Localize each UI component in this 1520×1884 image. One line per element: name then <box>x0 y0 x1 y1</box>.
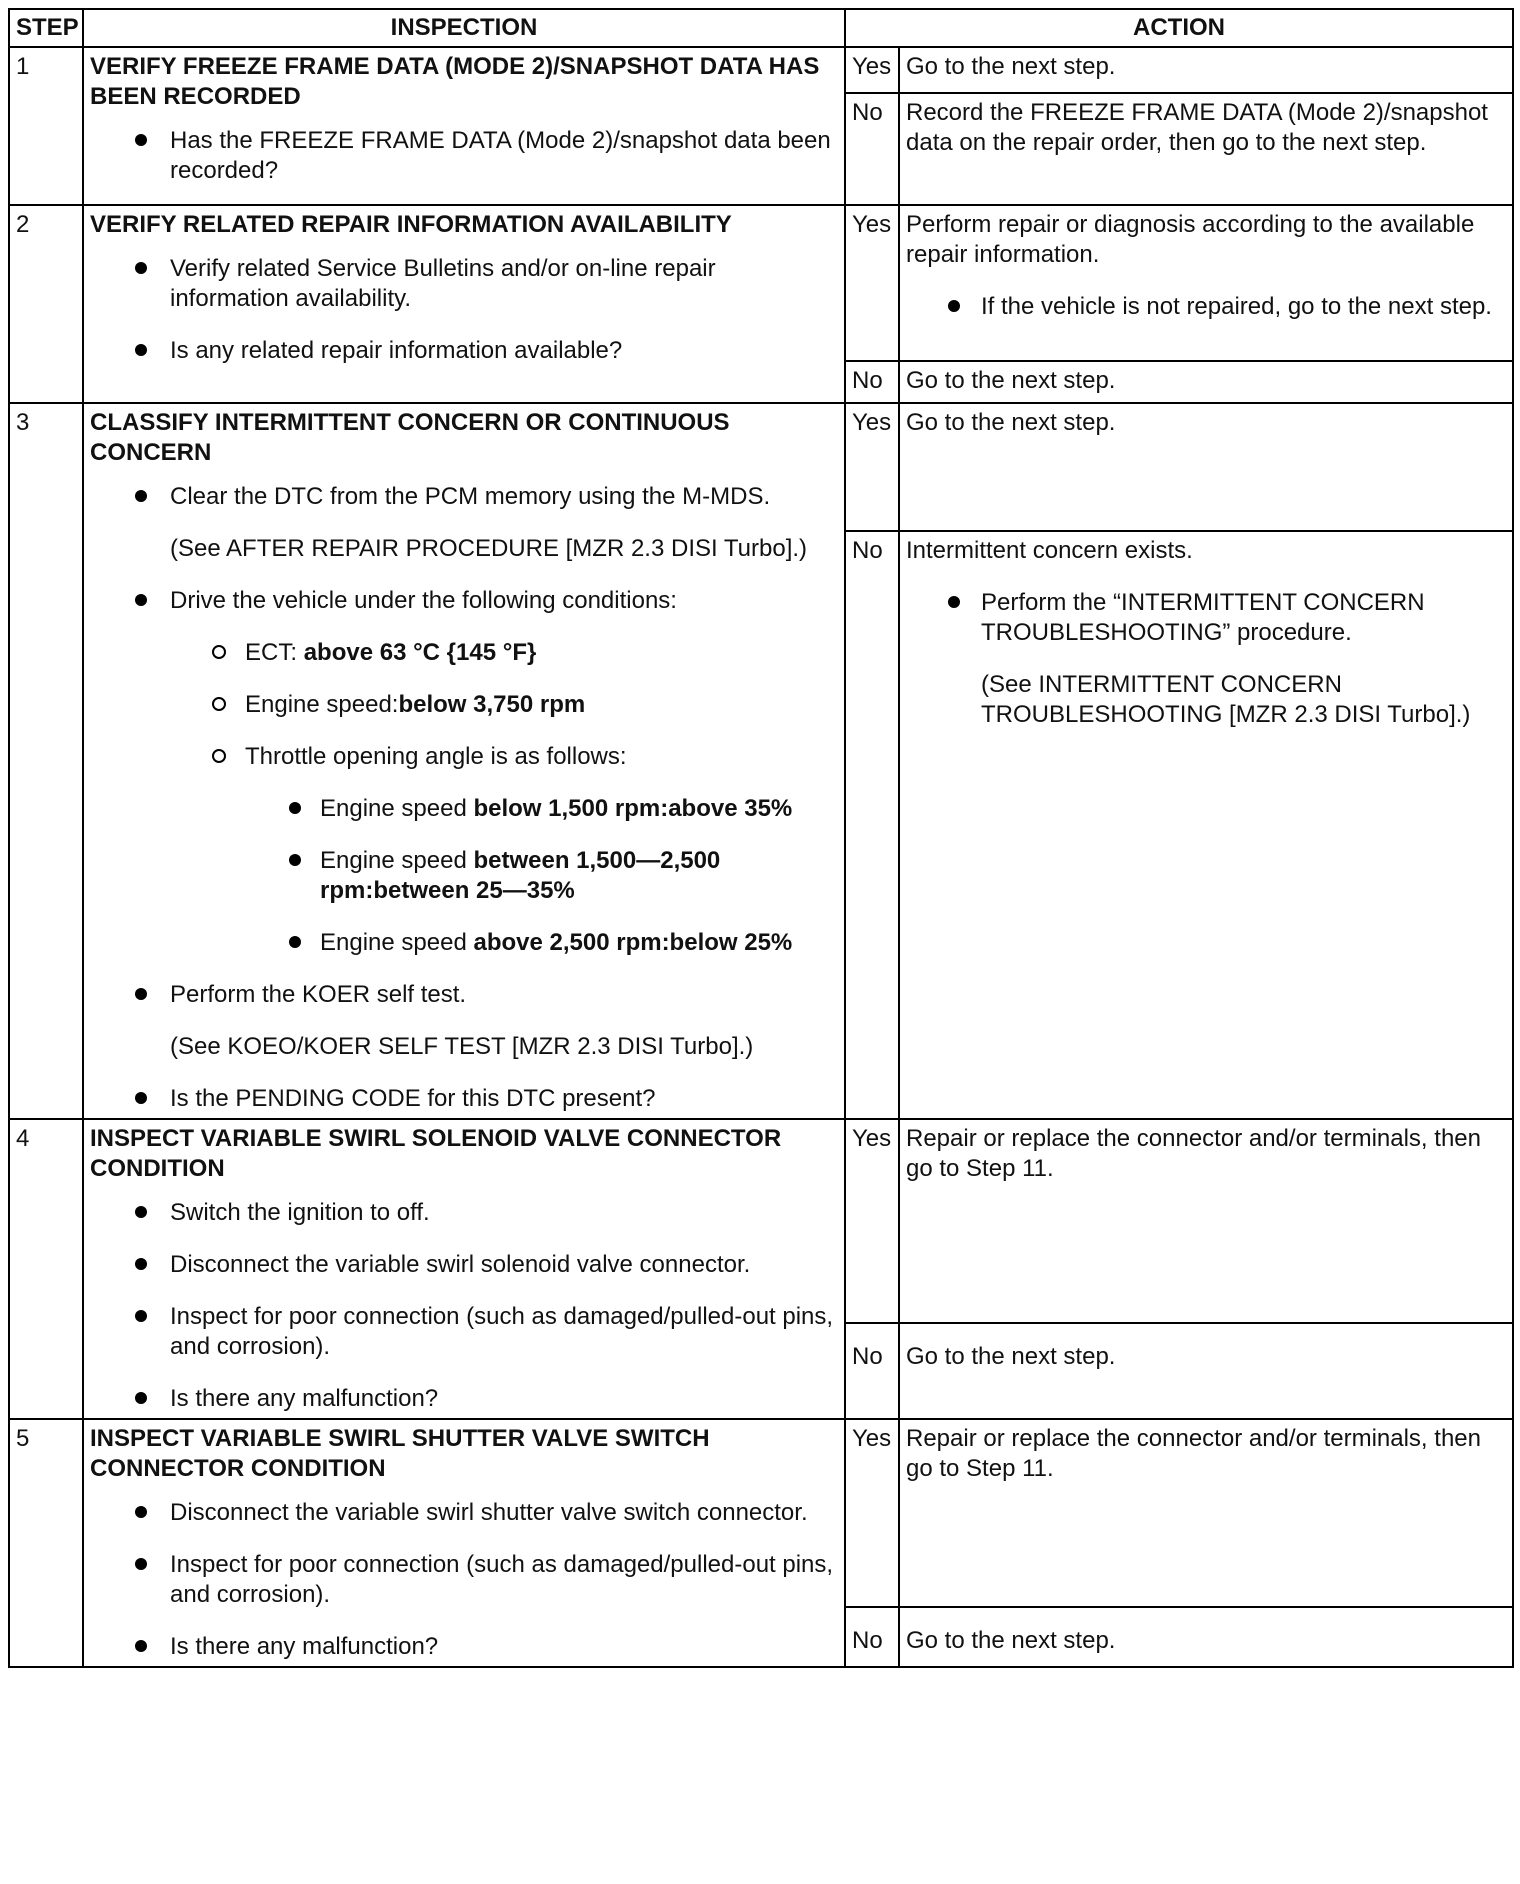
condition-list <box>170 638 838 958</box>
no-label: No <box>845 361 899 403</box>
throttle-value: below 1,500 rpm:above 35% <box>473 795 793 822</box>
throttle-value: between 1,500—2,500 rpm:between 25—35% <box>320 847 721 904</box>
throttle-value: above 2,500 rpm:below 25% <box>473 929 793 956</box>
no-action: Record the FREEZE FRAME DATA (Mode 2)/snapshot data on the repair order, then go to the next step. <box>899 93 1513 205</box>
step-number: 4 <box>9 1119 83 1419</box>
step-number: 1 <box>9 47 83 205</box>
inspection-cell <box>83 1419 845 1667</box>
throttle-list <box>245 794 838 958</box>
throttle-label: Engine speed <box>320 929 474 956</box>
throttle-item <box>245 846 838 906</box>
condition-value: below 3,750 rpm <box>398 691 586 718</box>
header-action: ACTION <box>845 9 1513 47</box>
bullet-item <box>90 586 838 958</box>
step-row-1-yes <box>9 47 1513 93</box>
yes-action: Repair or replace the connector and/or terminals, then go to Step 11. <box>899 1419 1513 1607</box>
yes-action: Repair or replace the connector and/or terminals, then go to Step 11. <box>899 1119 1513 1323</box>
header-inspection: INSPECTION <box>83 9 845 47</box>
throttle-label: Engine speed <box>320 847 474 874</box>
inspection-title: CLASSIFY INTERMITTENT CONCERN OR CONTINUOUS CONCERN <box>90 409 730 466</box>
inspection-title: INSPECT VARIABLE SWIRL SHUTTER VALVE SWITCH CONNECTOR CONDITION <box>90 1425 710 1482</box>
throttle-label: Engine speed <box>320 795 474 822</box>
yes-action: Perform repair or diagnosis according to the available repair information. <box>906 211 1475 268</box>
step-row-3-yes <box>9 403 1513 531</box>
throttle-item <box>245 928 838 958</box>
bullet-text: Clear the DTC from the PCM memory using the M-MDS. <box>170 483 771 510</box>
bullet-item: Inspect for poor connection (such as damaged/pulled-out pins, and corrosion). <box>90 1302 838 1362</box>
bullet-item: Has the FREEZE FRAME DATA (Mode 2)/snapshot data been recorded? <box>90 126 838 186</box>
condition-value: above 63 °C {145 °F} <box>303 639 537 666</box>
bullet-item <box>90 482 838 564</box>
yes-label: Yes <box>845 1419 899 1607</box>
bullet-item: Switch the ignition to off. <box>90 1198 838 1228</box>
step-number: 2 <box>9 205 83 403</box>
no-action: Intermittent concern exists. <box>906 537 1193 564</box>
no-label: No <box>845 1607 899 1667</box>
no-action-cell <box>899 531 1513 1119</box>
inspection-title: INSPECT VARIABLE SWIRL SOLENOID VALVE CONNECTOR CONDITION <box>90 1125 782 1182</box>
inspection-cell <box>83 205 845 403</box>
bullet-item: Disconnect the variable swirl solenoid valve connector. <box>90 1250 838 1280</box>
action-bullet: If the vehicle is not repaired, go to the next step. <box>906 292 1506 322</box>
reference-note: (See AFTER REPAIR PROCEDURE [MZR 2.3 DISI Turbo].) <box>170 535 808 562</box>
step-row-5-yes <box>9 1419 1513 1607</box>
action-bullet-list <box>906 292 1506 322</box>
inspection-cell <box>83 403 845 1119</box>
bullet-item: Inspect for poor connection (such as damaged/pulled-out pins, and corrosion). <box>90 1550 838 1610</box>
yes-label: Yes <box>845 47 899 93</box>
bullet-item: Disconnect the variable swirl shutter valve switch connector. <box>90 1498 838 1528</box>
step-row-2-yes <box>9 205 1513 361</box>
condition-item <box>170 638 838 668</box>
header-step: STEP <box>9 9 83 47</box>
condition-label: ECT: <box>245 639 304 666</box>
bullet-list <box>90 126 838 186</box>
throttle-item <box>245 794 838 824</box>
condition-item <box>170 742 838 958</box>
step-number: 5 <box>9 1419 83 1667</box>
reference-note: (See KOEO/KOER SELF TEST [MZR 2.3 DISI Turbo].) <box>170 1033 754 1060</box>
bullet-item: Is there any malfunction? <box>90 1384 838 1414</box>
bullet-item: Verify related Service Bulletins and/or on-line repair information availability. <box>90 254 838 314</box>
inspection-title: VERIFY RELATED REPAIR INFORMATION AVAILABILITY <box>90 211 732 238</box>
step-row-4-yes <box>9 1119 1513 1323</box>
inspection-cell <box>83 1119 845 1419</box>
bullet-text: Perform the KOER self test. <box>170 981 467 1008</box>
no-action: Go to the next step. <box>899 1323 1513 1419</box>
diagnostic-table <box>8 8 1514 1668</box>
inspection-title: VERIFY FREEZE FRAME DATA (MODE 2)/SNAPSHOT DATA HAS BEEN RECORDED <box>90 53 820 110</box>
yes-action: Go to the next step. <box>899 403 1513 531</box>
reference-note: (See INTERMITTENT CONCERN TROUBLESHOOTING [MZR 2.3 DISI Turbo].) <box>981 671 1471 728</box>
yes-action-cell <box>899 205 1513 361</box>
bullet-list <box>90 1198 838 1414</box>
bullet-list <box>90 254 838 366</box>
condition-item <box>170 690 838 720</box>
bullet-item: Is there any malfunction? <box>90 1632 838 1662</box>
condition-label: Engine speed: <box>245 691 399 718</box>
yes-label: Yes <box>845 1119 899 1323</box>
header-row <box>9 9 1513 47</box>
action-bullet-text: Perform the “INTERMITTENT CONCERN TROUBLESHOOTING” procedure. <box>981 589 1425 646</box>
step-number: 3 <box>9 403 83 1119</box>
bullet-item: Is any related repair information available? <box>90 336 838 366</box>
bullet-list <box>90 1498 838 1662</box>
bullet-text: Drive the vehicle under the following conditions: <box>170 587 677 614</box>
no-label: No <box>845 1323 899 1419</box>
no-action: Go to the next step. <box>899 1607 1513 1667</box>
bullet-item: Is the PENDING CODE for this DTC present? <box>90 1084 838 1114</box>
no-label: No <box>845 93 899 205</box>
inspection-cell <box>83 47 845 205</box>
bullet-list <box>90 482 838 1114</box>
action-bullet <box>906 588 1506 730</box>
action-bullet-list <box>906 588 1506 730</box>
yes-action: Go to the next step. <box>899 47 1513 93</box>
yes-label: Yes <box>845 205 899 361</box>
yes-label: Yes <box>845 403 899 531</box>
no-action: Go to the next step. <box>899 361 1513 403</box>
no-label: No <box>845 531 899 1119</box>
bullet-item <box>90 980 838 1062</box>
condition-label: Throttle opening angle is as follows: <box>245 743 627 770</box>
